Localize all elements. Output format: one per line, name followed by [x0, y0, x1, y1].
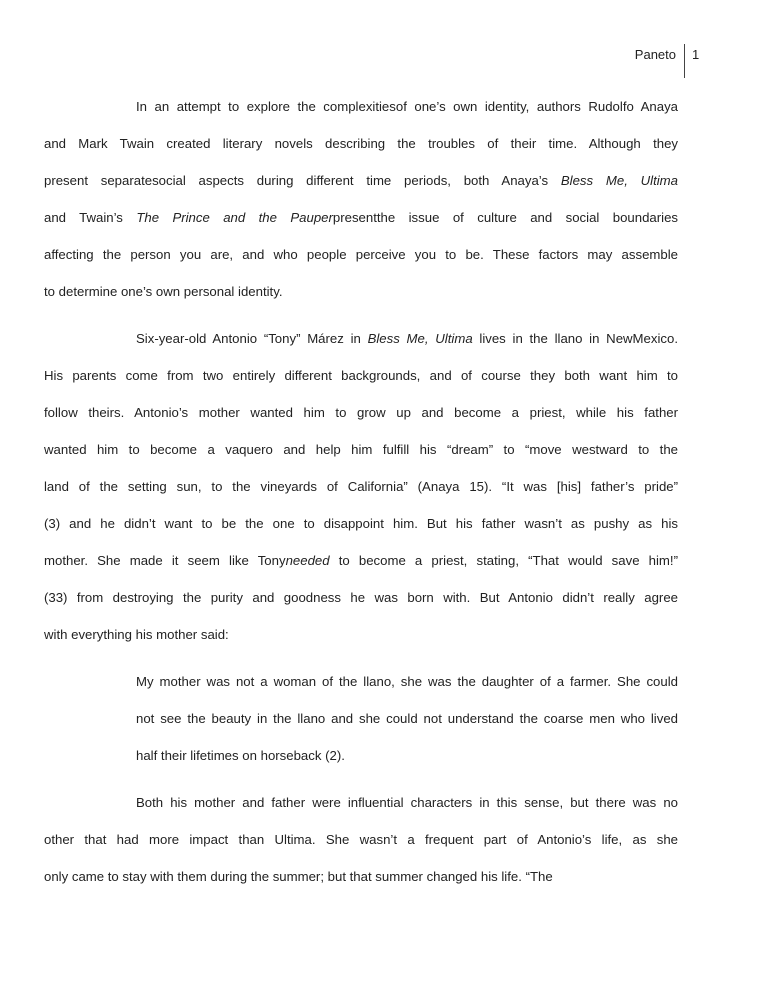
- text-line: only came to stay with them during the summer; but that summer changed his life. “The: [44, 869, 553, 884]
- text-line: land of the setting sun, to the vineyards of California” (Anaya 15). “It was [his] father’s pride”: [44, 479, 678, 494]
- text-line: In an attempt to explore the complexitiesof one’s own identity, authors Rudolfo Anaya: [136, 99, 678, 114]
- header-author-name: Paneto: [634, 47, 676, 62]
- text-line: and Twain’s The Prince and the Pauperpresentthe issue of culture and social boundaries: [44, 210, 678, 225]
- document-body: [44, 88, 678, 905]
- italic-title: Bless Me, Ultima: [560, 173, 678, 188]
- text-line: mother. She made it seem like Tonyneeded to become a priest, stating, “That would save him!”: [44, 553, 678, 568]
- paragraph: [44, 320, 678, 653]
- text-line: other that had more impact than Ultima. She wasn’t a frequent part of Antonio’s life, as she: [44, 832, 678, 847]
- text-line: Six-year-old Antonio “Tony” Márez in Bless Me, Ultima lives in the llano in NewMexico.: [136, 331, 678, 346]
- italic-title: needed: [285, 553, 330, 568]
- page-header: [0, 40, 768, 80]
- italic-title: The Prince and the Pauper: [136, 210, 333, 225]
- text-line: with everything his mother said:: [44, 627, 229, 642]
- text-line: not see the beauty in the llano and she could not understand the coarse men who lived: [136, 711, 678, 726]
- header-divider: [684, 44, 685, 78]
- text-line: follow theirs. Antonio’s mother wanted him to grow up and become a priest, while his father: [44, 405, 678, 420]
- text-line: to determine one’s own personal identity.: [44, 284, 283, 299]
- text-line: Both his mother and father were influential characters in this sense, but there was no: [136, 795, 678, 810]
- page-number: 1: [692, 47, 700, 62]
- text-line: My mother was not a woman of the llano, she was the daughter of a farmer. She could: [136, 674, 678, 689]
- text-line: (3) and he didn’t want to be the one to disappoint him. But his father wasn’t as pushy as his: [44, 516, 678, 531]
- paragraph: [44, 784, 678, 895]
- text-line: wanted him to become a vaquero and help him fulfill his “dream” to “move westward to the: [44, 442, 678, 457]
- text-line: half their lifetimes on horseback (2).: [136, 748, 345, 763]
- paragraph: [44, 88, 678, 310]
- text-line: and Mark Twain created literary novels describing the troubles of their time. Although they: [44, 136, 678, 151]
- italic-title: Bless Me, Ultima: [367, 331, 473, 346]
- text-line: affecting the person you are, and who people perceive you to be. These factors may assemble: [44, 247, 678, 262]
- text-line: (33) from destroying the purity and goodness he was born with. But Antonio didn’t really agree: [44, 590, 678, 605]
- text-line: His parents come from two entirely different backgrounds, and of course they both want him to: [44, 368, 678, 383]
- text-line: present separatesocial aspects during different time periods, both Anaya’s Bless Me, Ultima: [44, 173, 678, 188]
- block-quote: [136, 663, 678, 774]
